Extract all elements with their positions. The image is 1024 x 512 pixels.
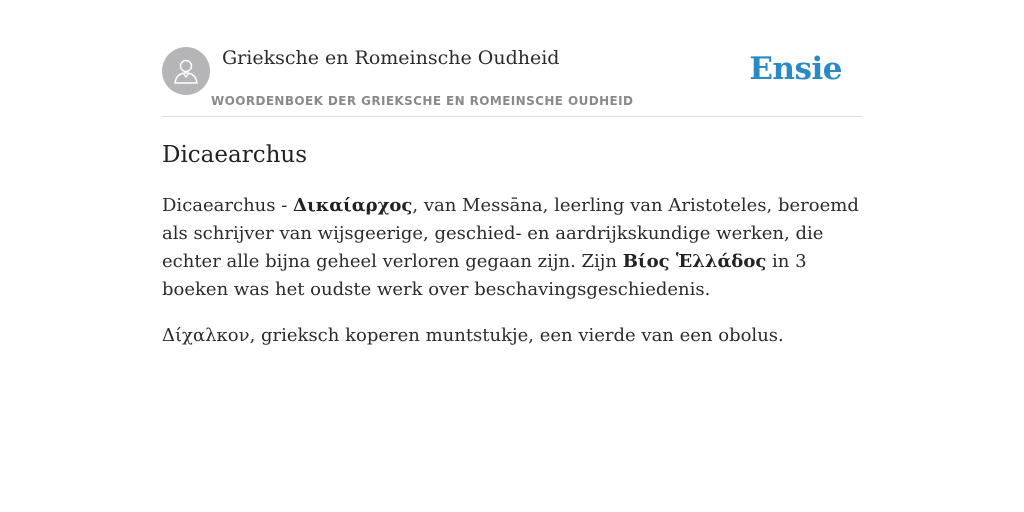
paragraph-text: , grieksch koperen muntstukje, een vierde van een obolus.	[249, 325, 784, 346]
entry-paragraph	[162, 322, 862, 350]
paragraph-text: in 3 boeken was het oudste werk over beschavingsgeschiedenis.	[162, 251, 807, 300]
paragraph-text: Dicaearchus -	[162, 195, 294, 216]
entry-paragraph	[162, 192, 862, 304]
page-container	[162, 0, 862, 346]
ensie-logo-link[interactable]: Ensie	[749, 51, 842, 87]
paragraph-text: , van Messāna, leerling van Aristoteles, beroemd als schrijver van wijsgeerige, geschied- en aardrijkskundige werken, die echter alle bijna geheel verloren gegaan zijn. Zijn	[162, 195, 859, 272]
source-header	[162, 0, 862, 117]
entry-title: Dicaearchus	[162, 142, 308, 168]
source-avatar[interactable]	[162, 47, 210, 95]
greek-term: Βίος Ἑλλάδος	[622, 251, 767, 272]
entry-body	[162, 192, 862, 368]
user-icon	[171, 56, 201, 86]
greek-term-plain: Δίχαλκον	[162, 325, 250, 346]
greek-term: Δικαίαρχος	[293, 195, 413, 216]
source-subtitle: WOORDENBOEK DER GRIEKSCHE EN ROMEINSCHE OUDHEID	[211, 94, 634, 108]
source-title[interactable]: Grieksche en Romeinsche Oudheid	[222, 47, 560, 69]
